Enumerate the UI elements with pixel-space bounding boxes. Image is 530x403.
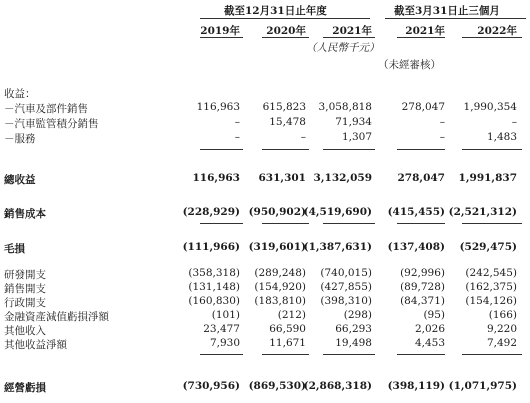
cell-services-2022-q1: 1,483	[486, 131, 517, 143]
cell-other-income-2019: 23,477	[203, 323, 240, 335]
row-label-total-revenue: 總收益	[4, 174, 36, 186]
cell-operating-loss-2019: (730,956)	[182, 380, 240, 392]
cell-cost-of-sales-2019: (228,929)	[182, 206, 240, 218]
gross-rule-2019	[200, 223, 243, 224]
cell-other-gains-2020: 11,671	[269, 337, 306, 349]
cell-gross-loss-2020: (319,601)	[248, 241, 306, 253]
cell-operating-loss-2020: (869,530)	[248, 380, 306, 392]
cell-other-income-2021: 66,293	[335, 323, 372, 335]
cell-other-gains-2022-q1: 7,492	[486, 337, 517, 349]
cell-cost-of-sales-2021: (4,519,690)	[303, 206, 372, 218]
group-rule-quarterly	[385, 18, 526, 19]
subtotal-rule-2020	[262, 149, 309, 150]
cell-admin-2021-q1: (84,371)	[400, 295, 445, 307]
cell-vehicle-sales-2020: 615,823	[262, 101, 306, 113]
row-label-admin-expenses: 行政開支	[4, 297, 46, 309]
subtotal-rule-2022-q1	[462, 149, 522, 150]
cell-impairment-2020: (212)	[277, 309, 306, 321]
row-label-other-income: 其他收入	[4, 325, 46, 337]
cell-admin-2022-q1: (154,126)	[465, 295, 517, 307]
cell-credit-sales-2020: 15,478	[269, 116, 306, 128]
operating-rule-2021	[323, 354, 375, 355]
year-header-2021-q1: 2021年	[405, 25, 445, 37]
cell-services-2020: –	[300, 131, 306, 143]
cell-operating-loss-2021-q1: (398,119)	[387, 380, 445, 392]
cell-credit-sales-2021-q1: –	[439, 116, 445, 128]
cell-rnd-2021-q1: (92,996)	[400, 267, 445, 279]
gross-rule-2021	[323, 223, 375, 224]
cell-admin-2020: (183,810)	[254, 295, 306, 307]
cell-impairment-2021-q1: (95)	[423, 309, 445, 321]
operating-rule-2021-q1	[397, 354, 445, 355]
cell-admin-2019: (160,830)	[188, 295, 240, 307]
cell-total-revenue-2021: 3,132,059	[313, 172, 372, 184]
cell-credit-sales-2021: 71,934	[335, 116, 372, 128]
cell-impairment-2022-q1: (166)	[488, 309, 517, 321]
cell-impairment-2019: (101)	[211, 309, 240, 321]
cell-total-revenue-2019: 116,963	[192, 172, 240, 184]
subtotal-rule-2021	[323, 149, 375, 150]
year-rule-2021-q1	[397, 37, 445, 38]
cell-credit-sales-2022-q1: –	[511, 116, 517, 128]
year-rule-2019	[200, 37, 243, 38]
year-header-2020: 2020年	[266, 25, 306, 37]
cell-vehicle-sales-2019: 116,963	[196, 101, 240, 113]
row-label-gross-loss: 毛損	[4, 243, 25, 255]
cell-cost-of-sales-2021-q1: (415,455)	[387, 206, 445, 218]
unaudited-note: （未經審核）	[378, 59, 441, 71]
cell-admin-2021: (398,310)	[320, 295, 372, 307]
cell-other-gains-2021-q1: 4,453	[414, 337, 445, 349]
cell-services-2021: 1,307	[341, 131, 372, 143]
cell-gross-loss-2019: (111,966)	[182, 241, 240, 253]
subtotal-rule-2021-q1	[397, 149, 445, 150]
cell-other-gains-2019: 7,930	[209, 337, 240, 349]
cell-selling-2021-q1: (89,728)	[400, 281, 445, 293]
cell-other-income-2020: 66,590	[269, 323, 306, 335]
cell-other-income-2021-q1: 2,026	[414, 323, 445, 335]
cell-gross-loss-2021: (1,387,631)	[303, 241, 372, 253]
row-label-selling-expenses: 銷售開支	[4, 283, 46, 295]
row-label-impairment-losses: 金融資產減值虧損淨額	[4, 311, 109, 323]
cell-operating-loss-2021: (2,868,318)	[303, 380, 372, 392]
row-label-vehicle-sales: －汽車及部件銷售	[4, 103, 88, 115]
cell-other-gains-2021: 19,498	[335, 337, 372, 349]
year-rule-2020	[262, 37, 309, 38]
year-rule-2021	[323, 37, 375, 38]
cell-cost-of-sales-2022-q1: (2,521,312)	[448, 206, 517, 218]
cell-total-revenue-2020: 631,301	[258, 172, 306, 184]
gross-rule-2020	[262, 223, 309, 224]
group-title-annual: 截至12月31日止年度	[224, 5, 327, 17]
cell-vehicle-sales-2022-q1: 1,990,354	[463, 101, 517, 113]
operating-rule-2019	[200, 354, 243, 355]
row-label-other-gains: 其他收益淨額	[4, 339, 67, 351]
cell-rnd-2019: (358,318)	[188, 267, 240, 279]
row-label-services: －服務	[4, 133, 36, 145]
group-rule-annual	[200, 18, 370, 19]
cell-selling-2021: (427,855)	[320, 281, 372, 293]
row-label-operating-loss: 經營虧損	[4, 382, 46, 394]
cell-rnd-2022-q1: (242,545)	[465, 267, 517, 279]
year-header-2022-q1: 2022年	[477, 25, 517, 37]
cell-selling-2020: (154,920)	[254, 281, 306, 293]
cell-services-2021-q1: –	[439, 131, 445, 143]
cell-vehicle-sales-2021: 3,058,818	[318, 101, 372, 113]
operating-rule-2020	[262, 354, 309, 355]
cell-credit-sales-2019: –	[234, 116, 240, 128]
cell-total-revenue-2021-q1: 278,047	[397, 172, 445, 184]
cell-selling-2022-q1: (162,375)	[465, 281, 517, 293]
cell-rnd-2021: (740,015)	[320, 267, 372, 279]
cell-other-income-2022-q1: 9,220	[486, 323, 517, 335]
year-rule-2022-q1	[462, 37, 522, 38]
cell-rnd-2020: (289,248)	[254, 267, 306, 279]
year-header-2019: 2019年	[200, 25, 240, 37]
cell-impairment-2021: (298)	[343, 309, 372, 321]
cell-operating-loss-2022-q1: (1,071,975)	[448, 380, 517, 392]
cell-gross-loss-2022-q1: (529,475)	[459, 241, 517, 253]
year-header-2021: 2021年	[332, 25, 372, 37]
row-label-cost-of-sales: 銷售成本	[4, 208, 46, 220]
gross-rule-2022-q1	[462, 223, 522, 224]
row-label-revenue: 收益：	[4, 88, 36, 100]
cell-vehicle-sales-2021-q1: 278,047	[401, 101, 445, 113]
gross-rule-2021-q1	[397, 223, 445, 224]
unit-note: （人民幣千元）	[306, 42, 380, 54]
subtotal-rule-2019	[200, 149, 243, 150]
operating-rule-2022-q1	[462, 354, 522, 355]
row-label-rnd-expenses: 研發開支	[4, 269, 46, 281]
row-label-credit-sales: －汽車監管積分銷售	[4, 118, 99, 130]
cell-services-2019: –	[234, 131, 240, 143]
cell-cost-of-sales-2020: (950,902)	[248, 206, 306, 218]
group-title-quarterly: 截至3月31日止三個月	[394, 5, 500, 17]
cell-gross-loss-2021-q1: (137,408)	[387, 241, 445, 253]
cell-selling-2019: (131,148)	[188, 281, 240, 293]
cell-total-revenue-2022-q1: 1,991,837	[458, 172, 517, 184]
